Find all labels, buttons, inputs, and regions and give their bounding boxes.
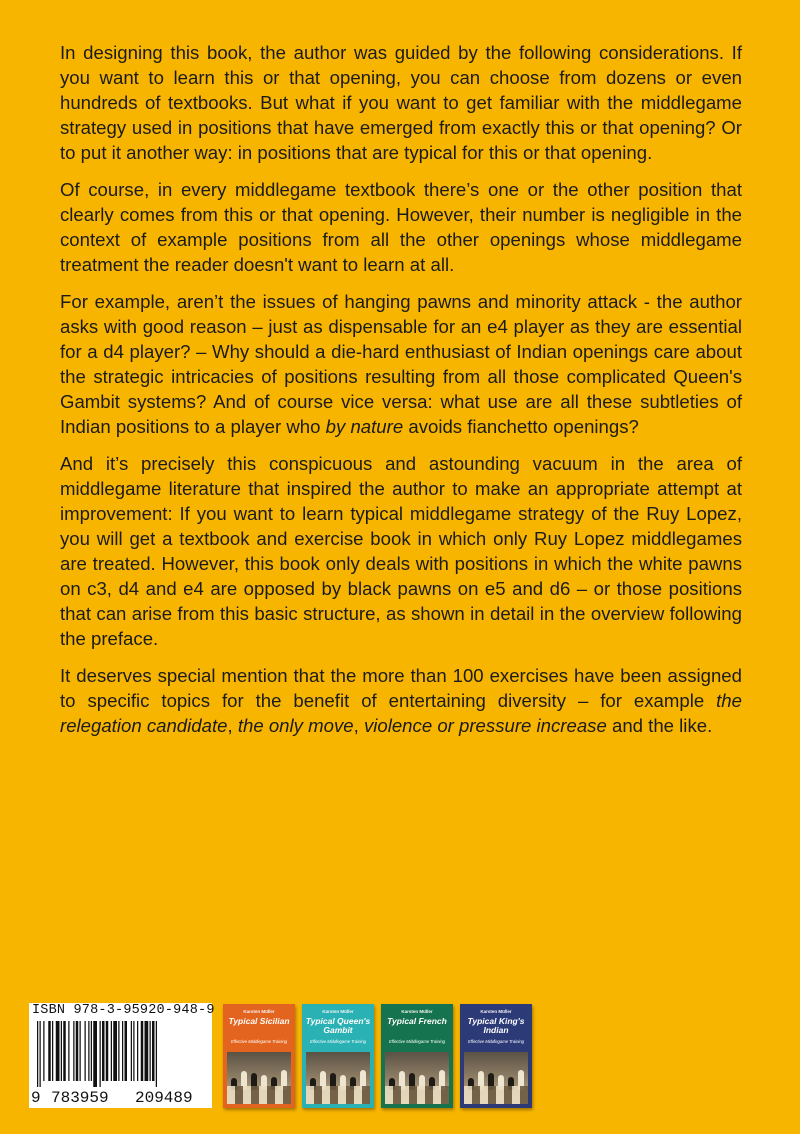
chess-piece-icon bbox=[508, 1077, 514, 1090]
barcode-digit-group-left: 783959 bbox=[51, 1089, 109, 1107]
chess-board-image bbox=[464, 1052, 528, 1104]
paragraph bbox=[60, 663, 742, 738]
chess-piece-icon bbox=[478, 1071, 484, 1090]
barcode-bar bbox=[156, 1021, 157, 1087]
chess-piece-icon bbox=[498, 1075, 504, 1090]
chess-piece-icon bbox=[429, 1077, 435, 1090]
book-title: Typical King's Indian bbox=[467, 1016, 525, 1035]
barcode-bar bbox=[68, 1021, 69, 1081]
chess-piece-icon bbox=[518, 1070, 524, 1090]
barcode-bar bbox=[52, 1021, 53, 1081]
paragraph bbox=[60, 451, 742, 651]
chess-piece-icon bbox=[340, 1075, 346, 1090]
chess-piece-icon bbox=[468, 1078, 474, 1090]
paragraph-text: For example, aren’t the issues of hanging pawns and minority attack - the author asks with good reason – just as dispensable for an e4 player as they are essential for a d4 player? – Why should a die-hard enthusiast of Indian openings care about the strategic intricacies of positions resulting from all those complicated Queen's Gambit systems? And of course vice versa: what use are all these subtleties of Indian positions to a player who bbox=[60, 291, 742, 437]
barcode-bar bbox=[122, 1021, 123, 1081]
barcode-bars bbox=[35, 1021, 207, 1087]
book-subtitle: Effective Middlegame Training bbox=[388, 1039, 445, 1044]
book-author: Karsten Müller bbox=[480, 1009, 512, 1014]
paragraph-text: avoids fianchetto openings? bbox=[403, 416, 639, 437]
book-title: Typical Sicilian bbox=[228, 1016, 290, 1026]
paragraph-text: Of course, in every middlegame textbook there’s one or the other position that clearly comes from this or that opening. However, their number is negligible in the context of example positions from all the other openings whose middlegame treatment the reader doesn't want to learn at all. bbox=[60, 179, 742, 275]
barcode-bar bbox=[137, 1021, 138, 1081]
barcode-bar bbox=[37, 1021, 38, 1087]
chess-piece-icon bbox=[439, 1070, 445, 1090]
barcode-bar bbox=[102, 1021, 105, 1081]
barcode-bar bbox=[118, 1021, 119, 1081]
barcode-bar bbox=[145, 1021, 149, 1081]
chess-board-image bbox=[306, 1052, 370, 1104]
paragraph-text: It deserves special mention that the more than 100 exercises have been assigned to specific topics for the benefit of entertaining diversity – for example bbox=[60, 665, 742, 711]
barcode-bar bbox=[56, 1021, 60, 1081]
isbn-barcode bbox=[29, 1003, 215, 1108]
italic-phrase: the only move bbox=[237, 715, 354, 736]
barcode-bar bbox=[80, 1021, 81, 1081]
barcode-bar bbox=[40, 1021, 41, 1087]
chess-piece-icon bbox=[399, 1071, 405, 1090]
book-subtitle: Effective Middlegame Training bbox=[309, 1039, 366, 1044]
barcode-bar bbox=[111, 1021, 112, 1081]
barcode-bar bbox=[93, 1021, 97, 1087]
paragraph-text: , bbox=[227, 715, 238, 736]
book-title: Typical French bbox=[387, 1016, 447, 1026]
chess-piece-icon bbox=[310, 1078, 316, 1090]
paragraph-text: , bbox=[353, 715, 364, 736]
chess-piece-icon bbox=[261, 1075, 267, 1090]
barcode-bar bbox=[131, 1021, 132, 1081]
book-author: Karsten Müller bbox=[401, 1009, 433, 1014]
book-author: Karsten Müller bbox=[322, 1009, 354, 1014]
book-cover-typical-queens-gambit bbox=[302, 1004, 374, 1108]
barcode-bar bbox=[63, 1021, 66, 1081]
book-subtitle: Effective Middlegame Training bbox=[467, 1039, 524, 1044]
chess-piece-icon bbox=[281, 1070, 287, 1090]
book-cover-typical-sicilian bbox=[223, 1004, 295, 1108]
barcode-digit-group-right: 209489 bbox=[135, 1089, 193, 1107]
chess-piece-icon bbox=[488, 1073, 494, 1090]
chess-piece-icon bbox=[350, 1077, 356, 1090]
italic-phrase: violence or pressure increase bbox=[363, 715, 607, 736]
chess-piece-icon bbox=[271, 1077, 277, 1090]
paragraph bbox=[60, 177, 742, 277]
barcode-bar bbox=[91, 1021, 92, 1081]
book-author: Karsten Müller bbox=[243, 1009, 275, 1014]
barcode-bar bbox=[125, 1021, 128, 1081]
chess-piece-icon bbox=[409, 1073, 415, 1090]
chess-piece-icon bbox=[241, 1071, 247, 1090]
isbn-label: ISBN 978-3-95920-948-9 bbox=[32, 1003, 215, 1018]
chess-board-image bbox=[227, 1052, 291, 1104]
chess-board-image bbox=[385, 1052, 449, 1104]
barcode-bar bbox=[61, 1021, 62, 1081]
book-cover-typical-french bbox=[381, 1004, 453, 1108]
barcode-bar bbox=[113, 1021, 117, 1081]
chess-piece-icon bbox=[389, 1078, 395, 1090]
chess-piece-icon bbox=[419, 1075, 425, 1090]
paragraph-text: In designing this book, the author was guided by the following considerations. If you want to learn this or that opening, you can choose from dozens or even hundreds of textbooks. But what if you want to get familiar with the middlegame strategy used in positions that have emerged from exactly this or that opening? Or to put it another way: in positions that are typical for this or that opening. bbox=[60, 42, 742, 163]
barcode-bar bbox=[48, 1021, 51, 1081]
chess-piece-icon bbox=[320, 1071, 326, 1090]
paragraph-text: and the like. bbox=[606, 715, 713, 736]
barcode-bar bbox=[141, 1021, 144, 1081]
barcode-bar bbox=[88, 1021, 89, 1081]
chess-piece-icon bbox=[360, 1070, 366, 1090]
barcode-bar bbox=[106, 1021, 109, 1081]
italic-phrase: by nature bbox=[325, 416, 404, 437]
paragraph-text: And it’s precisely this conspicuous and astounding vacuum in the area of middlegame literature that inspired the author to make an appropriate attempt at improvement: If you want to learn typical middlegame strategy of the Ruy Lopez, you will get a textbook and exercise book in which only Ruy Lopez middlegames are treated. However, this book only deals with positions in which the white pawns on c3, d4 and e4 are opposed by black pawns on e5 and d6 – or those positions that can arise from this basic structure, as shown in detail in the overview following the preface. bbox=[60, 453, 742, 649]
book-cover-typical-kings-indian bbox=[460, 1004, 532, 1108]
barcode-bar bbox=[152, 1021, 155, 1081]
chess-piece-icon bbox=[231, 1078, 237, 1090]
italic-phrase: the relegation candidate bbox=[60, 690, 742, 736]
barcode-bar bbox=[100, 1021, 101, 1087]
paragraph bbox=[60, 289, 742, 439]
barcode-bar bbox=[133, 1021, 134, 1081]
back-cover-text bbox=[60, 40, 742, 750]
barcode-bar bbox=[85, 1021, 86, 1081]
paragraph bbox=[60, 40, 742, 165]
barcode-bar bbox=[43, 1021, 44, 1081]
barcode-digit-prefix: 9 bbox=[31, 1089, 41, 1107]
book-subtitle: Effective Middlegame Training bbox=[230, 1039, 287, 1044]
barcode-bar bbox=[76, 1021, 79, 1081]
book-title: Typical Queen's Gambit bbox=[305, 1016, 371, 1035]
barcode-graphic bbox=[35, 1021, 207, 1087]
barcode-bar bbox=[73, 1021, 74, 1081]
chess-piece-icon bbox=[330, 1073, 336, 1090]
chess-piece-icon bbox=[251, 1073, 257, 1090]
barcode-bar bbox=[150, 1021, 151, 1081]
